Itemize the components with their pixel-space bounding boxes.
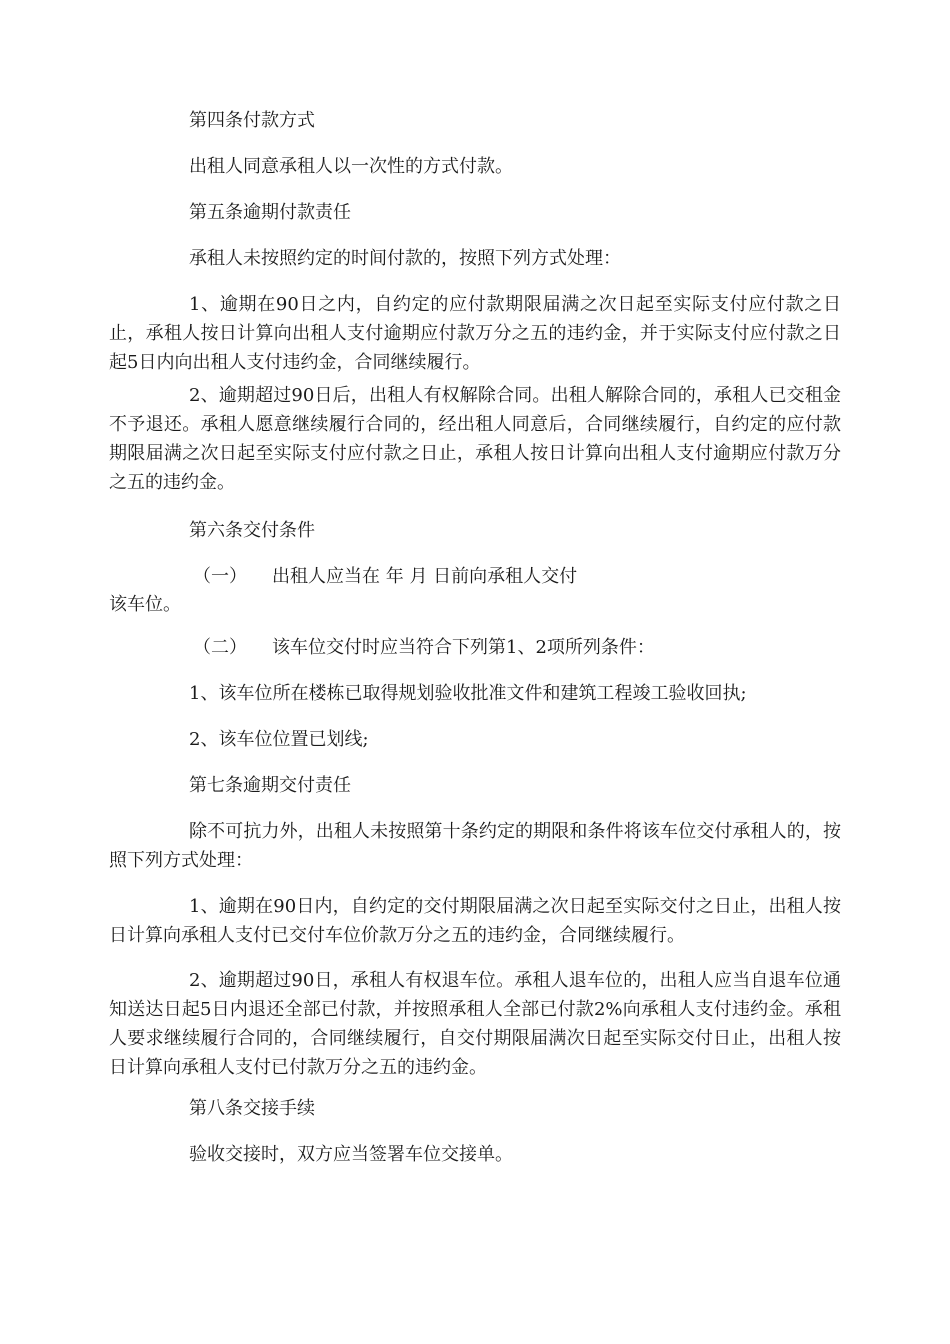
article-6-condition-2: 2、该车位位置已划线; <box>189 729 369 750</box>
article-5-item-2: 2、逾期超过90日后，出租人有权解除合同。出租人解除合同的，承租人已交租金不予退还。承租人愿意继续履行合同的，经出租人同意后，合同继续履行，自约定的应付款期限届满之次日起至实际支付应付款之日止，承租人按日计算向出租人支付逾期应付款万分之五的违约金。 <box>109 385 841 493</box>
article-4-body: 出租人同意承租人以一次性的方式付款。 <box>189 156 513 177</box>
clause-1-text: 出租人应当在 年 月 日前向承租人交付 <box>272 566 578 587</box>
article-6-heading: 第六条交付条件 <box>189 520 315 541</box>
article-6-condition-1: 1、该车位所在楼栋已取得规划验收批准文件和建筑工程竣工验收回执; <box>189 683 747 704</box>
article-8-body: 验收交接时，双方应当签署车位交接单。 <box>189 1144 513 1165</box>
article-5-item-1: 1、逾期在90日之内，自约定的应付款期限届满之次日起至实际支付应付款之日止，承租人按日计算向出租人支付逾期应付款万分之五的违约金，并于实际支付应付款之日起5日内向出租人支付违约金，合同继续履行。 <box>109 294 841 373</box>
article-5-heading: 第五条逾期付款责任 <box>189 202 351 223</box>
article-6-clause-1-tail: 该车位。 <box>109 594 181 615</box>
article-7-item-1: 1、逾期在90日内，自约定的交付期限届满之次日起至实际交付之日止，出租人按日计算向承租人支付已交付车位价款万分之五的违约金，合同继续履行。 <box>109 896 841 946</box>
article-7-heading: 第七条逾期交付责任 <box>189 775 351 796</box>
article-5-intro: 承租人未按照约定的时间付款的，按照下列方式处理： <box>189 248 621 269</box>
article-7-intro: 除不可抗力外，出租人未按照第十条约定的期限和条件将该车位交付承租人的，按照下列方式处理： <box>109 821 841 871</box>
article-7-item-2: 2、逾期超过90日，承租人有权退车位。承租人退车位的，出租人应当自退车位通知送达日起5日内退还全部已付款，并按照承租人全部已付款2%向承租人支付违约金。承租人要求继续履行合同的，合同继续履行，自交付期限届满次日起至实际交付日止，出租人按日计算向承租人支付已付款万分之五的违约金。 <box>109 970 841 1078</box>
article-4-heading: 第四条付款方式 <box>189 110 315 131</box>
clause-1-marker: （一） <box>193 566 247 587</box>
clause-2-text: 该车位交付时应当符合下列第1、2项所列条件： <box>272 637 655 658</box>
clause-2-marker: （二） <box>193 637 247 658</box>
article-8-heading: 第八条交接手续 <box>189 1098 315 1119</box>
